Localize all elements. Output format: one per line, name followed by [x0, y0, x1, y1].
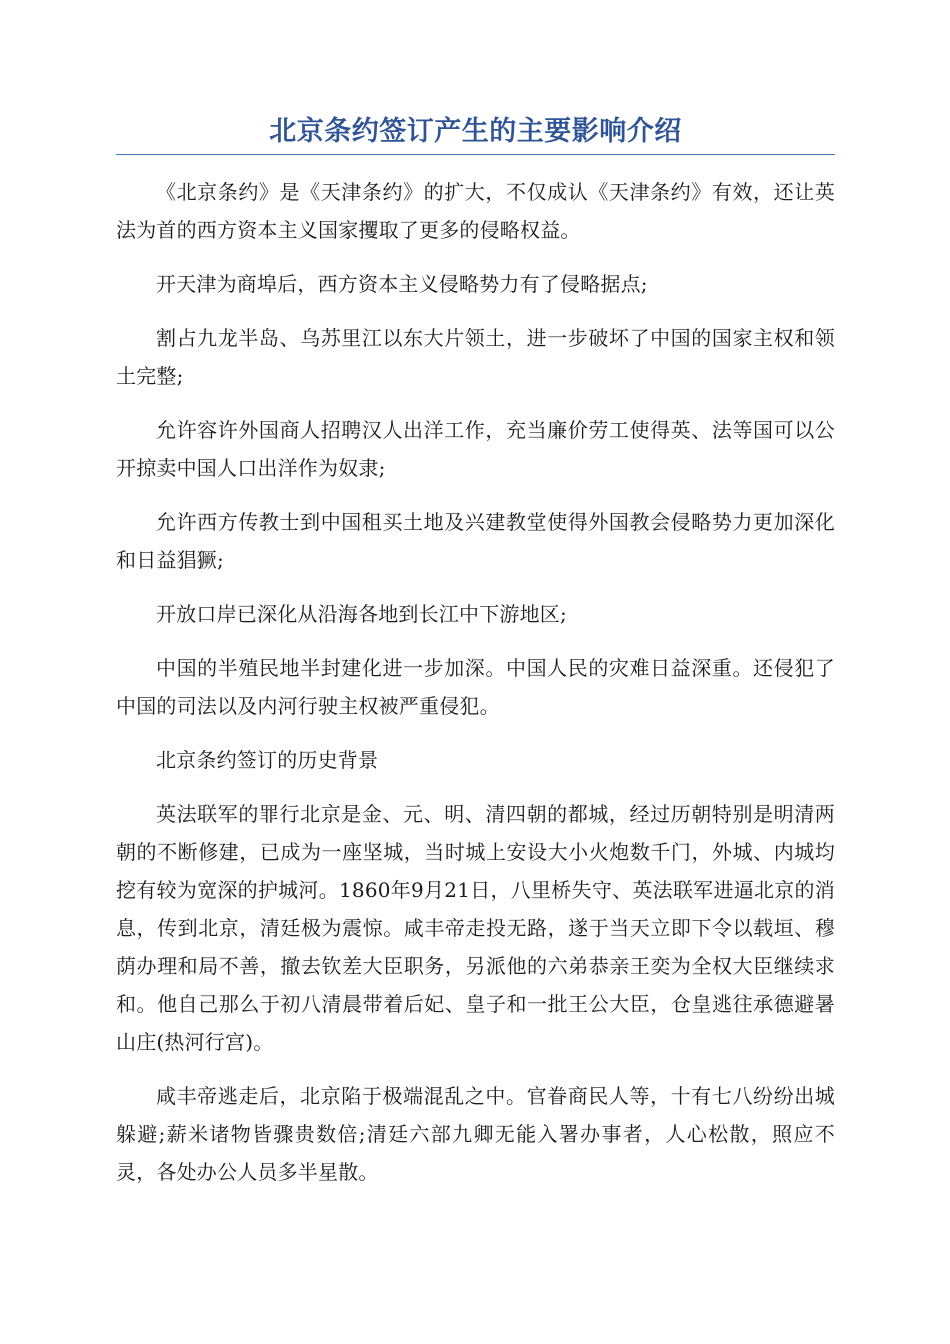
paragraph-beijing-chaos: 咸丰帝逃走后，北京陷于极端混乱之中。官眷商民人等，十有七八纷纷出城躲避;薪米诸物皆骤贵数倍;清廷六部九卿无能入署办事者，人心松散，照应不灵，各处办公人员多半星散。 — [116, 1084, 835, 1184]
paragraph-semi-colonial: 中国的半殖民地半封建化进一步加深。中国人民的灾难日益深重。还侵犯了中国的司法以及内河行驶主权被严重侵犯。 — [116, 656, 835, 718]
paragraph-missionaries: 允许西方传教士到中国租买土地及兴建教堂使得外国教会侵略势力更加深化和日益猖獗; — [116, 510, 835, 572]
paragraph-territory-loss: 割占九龙半岛、乌苏里江以东大片领土，进一步破坏了中国的国家主权和领土完整; — [116, 326, 835, 388]
page-title: 北京条约签订产生的主要影响介绍 — [269, 116, 682, 147]
document-body — [116, 173, 835, 1207]
paragraph-open-ports: 开放口岸已深化从沿海各地到长江中下游地区; — [156, 602, 567, 626]
paragraph-allied-forces: 英法联军的罪行北京是金、元、明、清四朝的都城，经过历朝特别是明清两朝的不断修建，已成为一座坚城，当时城上安设大小火炮数千门，外城、内城均挖有较为宽深的护城河。1860年9月21日，八里桥失守、英法联军进逼北京的消息，传到北京，清廷极为震惊。咸丰帝走投无路，遂于当天立即下令以载垣、穆荫办理和局不善，撤去钦差大臣职务，另派他的六弟恭亲王奕为全权大臣继续求和。他自己那么于初八清晨带着后妃、皇子和一批王公大臣，仓皇逃往承德避暑山庄(热河行宫)。 — [116, 802, 835, 1054]
section-heading-background: 北京条约签订的历史背景 — [156, 748, 379, 772]
paragraph-tianjin-port: 开天津为商埠后，西方资本主义侵略势力有了侵略据点; — [156, 272, 648, 296]
paragraph-labor-trade: 允许容许外国商人招聘汉人出洋工作，充当廉价劳工使得英、法等国可以公开掠卖中国人口出洋作为奴隶; — [116, 418, 835, 480]
paragraph-treaty-overview: 《北京条约》是《天津条约》的扩大，不仅成认《天津条约》有效，还让英法为首的西方资本主义国家攫取了更多的侵略权益。 — [116, 180, 835, 242]
title-underline — [116, 154, 835, 155]
